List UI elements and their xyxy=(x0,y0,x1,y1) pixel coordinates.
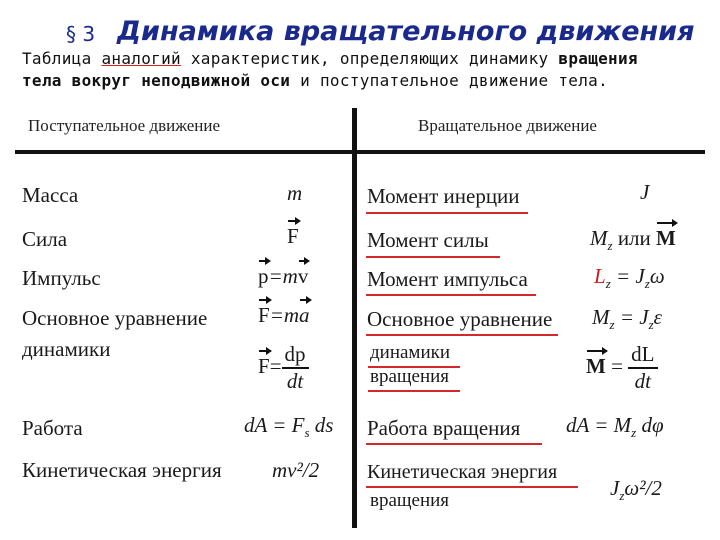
intro-part-1: Таблица xyxy=(22,49,102,68)
slide-title: Динамика вращательного движения xyxy=(117,16,695,47)
label-force: Сила xyxy=(22,227,68,251)
underline xyxy=(366,443,542,445)
formula-kinetic-energy: mv²/2 xyxy=(272,458,320,482)
formula-angular-momentum: $L_z = J_z\omega$ xyxy=(594,264,665,292)
label-work-rotation: Работа вращения xyxy=(367,416,521,440)
underline xyxy=(368,390,460,392)
label-momentum: Импульс xyxy=(22,266,101,290)
intro-analogies: аналогий xyxy=(101,49,181,68)
label-rotation-ke: вращения xyxy=(370,490,450,511)
formula-work: dA = $F_s$ ds xyxy=(244,413,334,441)
label-dynamics: динамики xyxy=(22,337,111,361)
label-kinetic-energy: Кинетическая энергия xyxy=(22,458,222,482)
formula-momentum: p=mv xyxy=(258,264,309,288)
formula-moment-of-force: $M_z$ или M xyxy=(590,226,676,254)
label-work: Работа xyxy=(22,416,83,440)
formula-newton-second-law: F=ma xyxy=(258,303,310,327)
section-number: § 3 xyxy=(66,22,96,46)
label-dynamics-rot: динамики xyxy=(370,342,451,363)
column-header-translational: Поступательное движение xyxy=(28,116,221,135)
column-divider xyxy=(352,108,357,528)
formula-work-rotation: dA = $M_z$ dφ xyxy=(566,413,664,441)
intro-fixed-axis: тела вокруг неподвижной оси xyxy=(22,71,291,90)
intro-rotation: вращения xyxy=(558,49,638,68)
label-basic-equation-rot: Основное уравнение xyxy=(367,307,553,331)
label-angular-momentum: Момент импульса xyxy=(367,267,528,291)
formula-force: F xyxy=(287,224,299,248)
underline xyxy=(366,334,558,336)
formula-force-derivative: F= $\frac{dp}{dt}$ xyxy=(258,342,309,394)
underline xyxy=(366,256,500,258)
intro-text xyxy=(22,48,712,92)
formula-moment-derivative: M = $\frac{dL}{dt}$ xyxy=(586,342,658,394)
underline xyxy=(366,294,536,296)
label-rotation: вращения xyxy=(370,366,450,387)
slide-title-row xyxy=(0,8,720,47)
label-mass: Масса xyxy=(22,183,79,207)
formula-inertia: J xyxy=(640,180,650,204)
underline xyxy=(366,212,528,214)
intro-part-3: характеристик, определяющих динамику xyxy=(180,49,559,68)
label-moment-of-force: Момент силы xyxy=(367,228,489,252)
underline xyxy=(366,486,578,488)
label-basic-equation: Основное уравнение xyxy=(22,306,208,330)
column-header-rotational: Вращательное движение xyxy=(418,116,597,135)
formula-mass: m xyxy=(287,181,303,205)
formula-rotation-dynamics: $M_z = J_z\varepsilon$ xyxy=(592,305,662,333)
label-kinetic-energy-rot: Кинетическая энергия xyxy=(367,461,558,483)
intro-part-6: и поступательное движение тела. xyxy=(290,71,609,90)
header-divider xyxy=(15,150,705,154)
label-moment-of-inertia: Момент инерции xyxy=(367,184,520,208)
formula-kinetic-energy-rot: $J_z\omega^2/2$ xyxy=(610,476,662,504)
